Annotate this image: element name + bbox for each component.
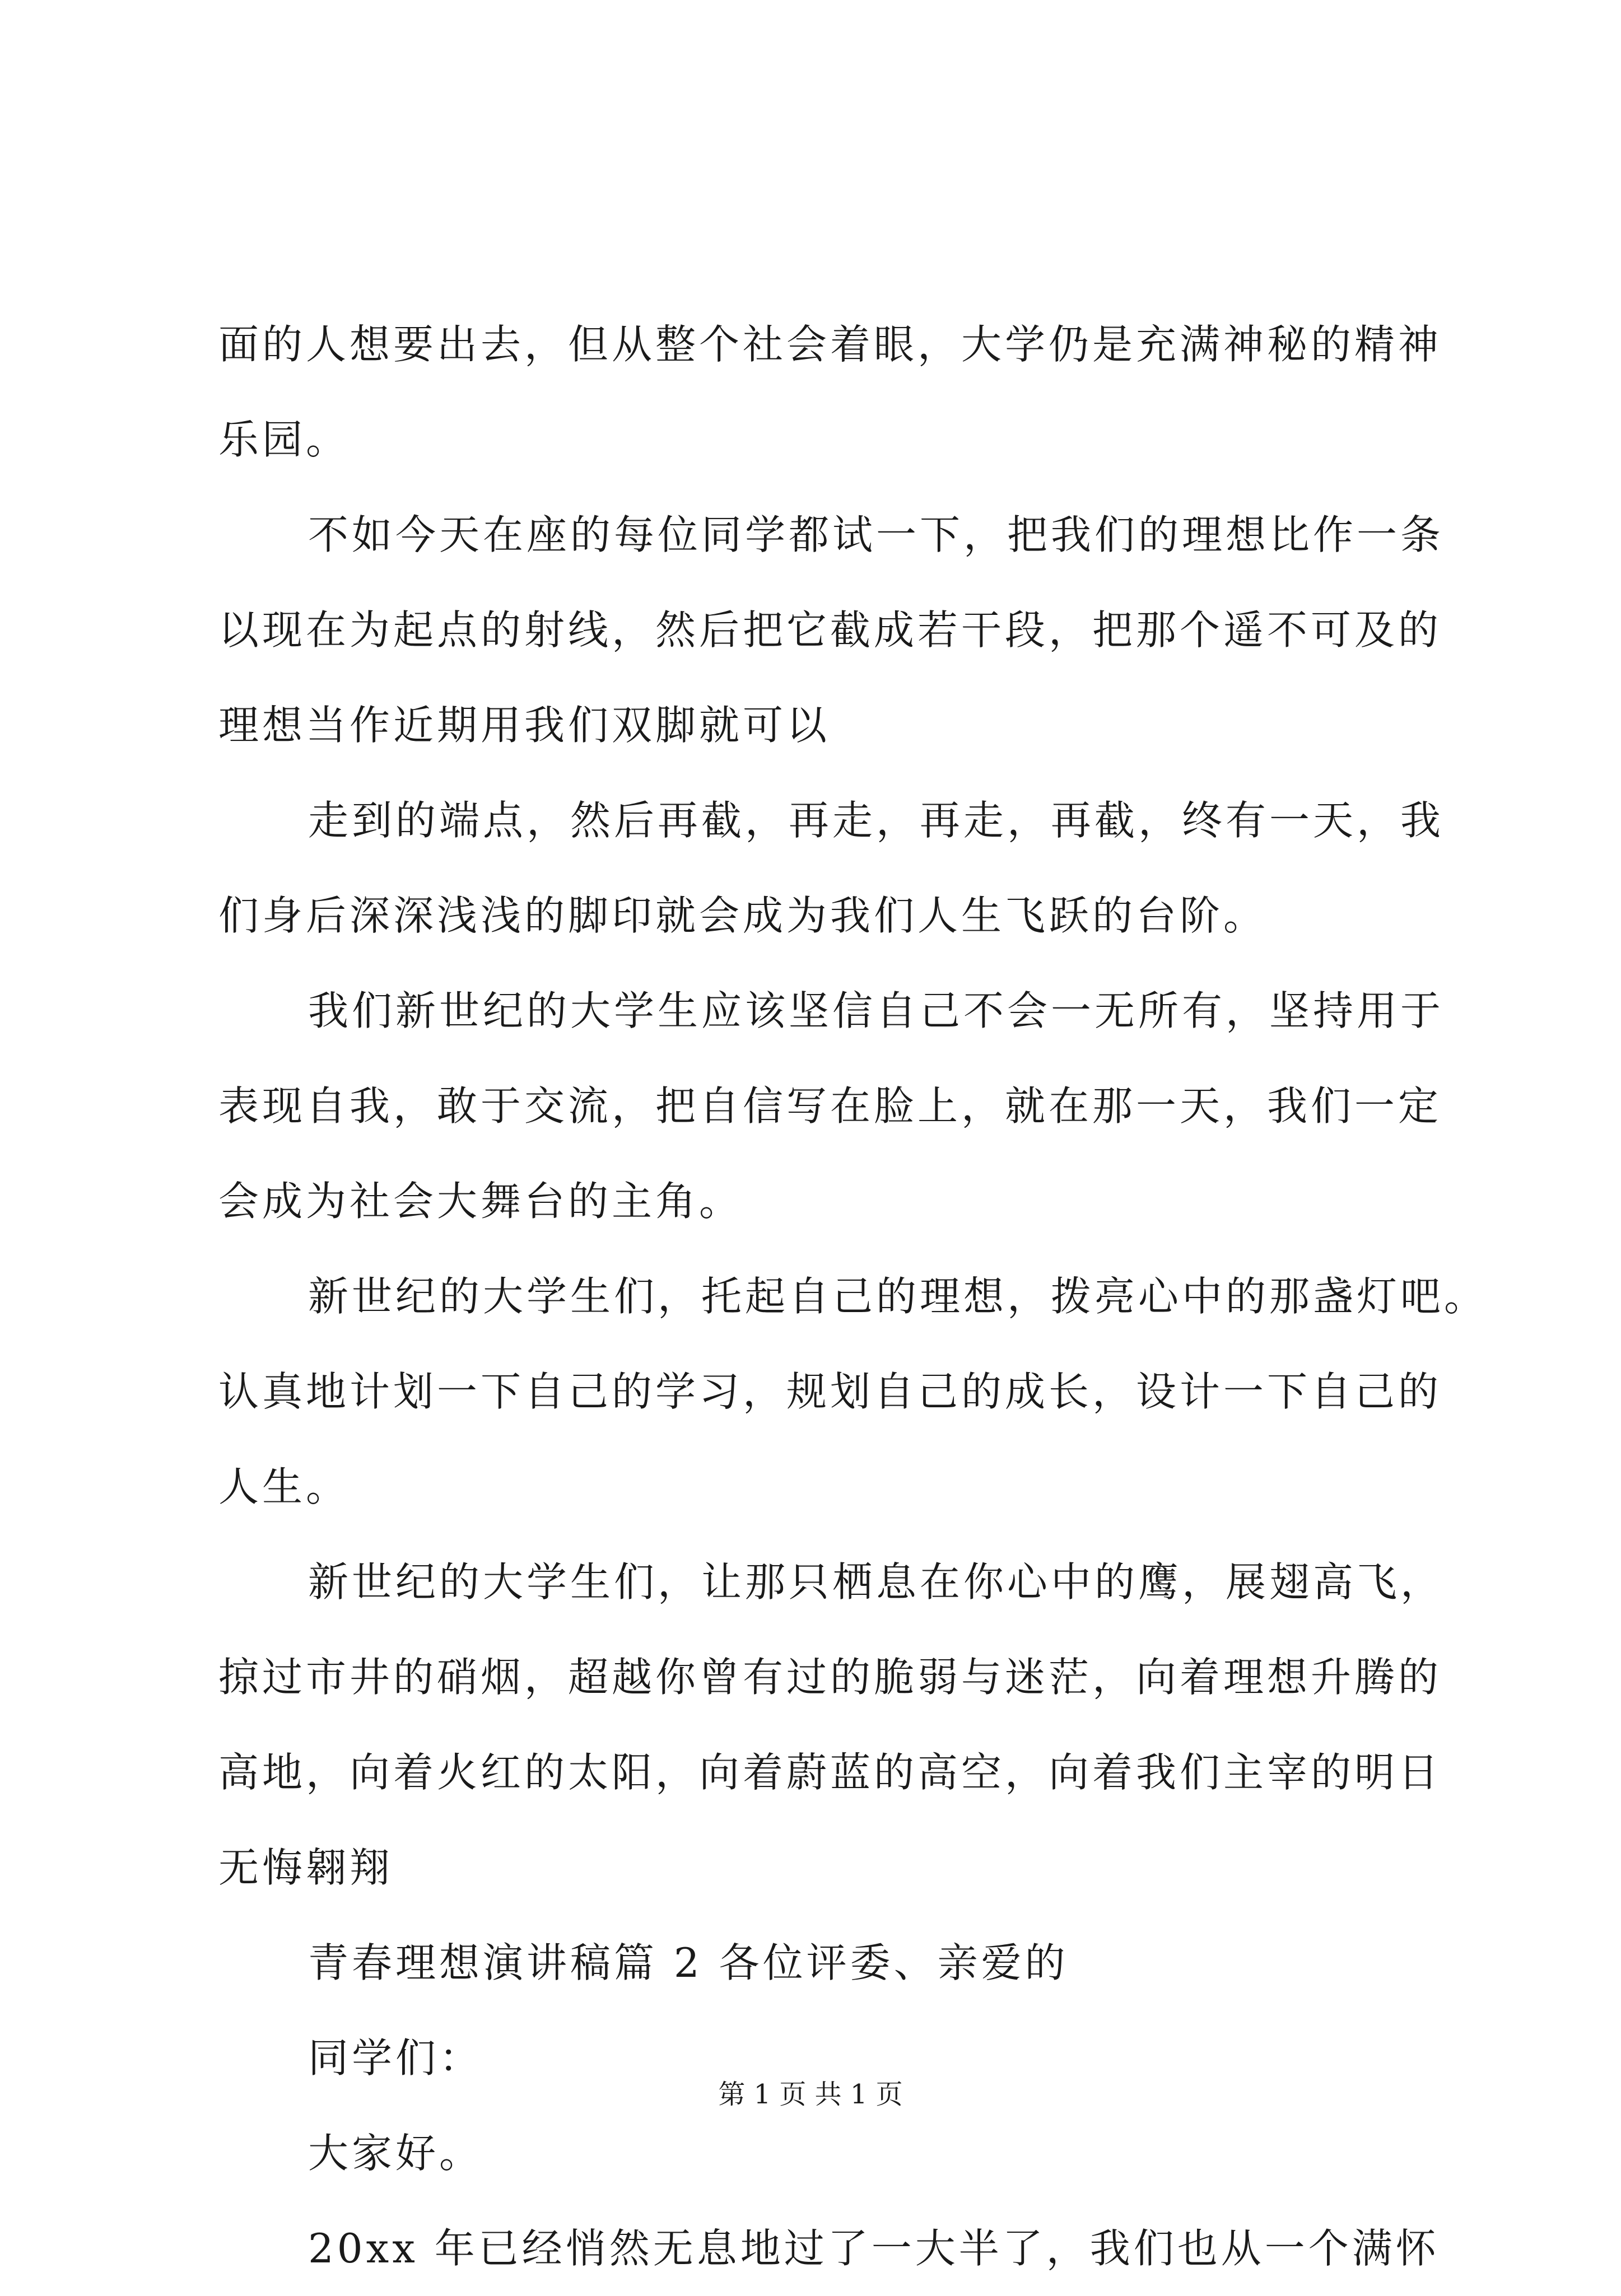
text-line: 理想当作近期用我们双脚就可以 [218, 702, 831, 749]
text-line: 会成为社会大舞台的主角。 [218, 1178, 743, 1225]
text-line: 新世纪的大学生们，让那只栖息在你心中的鹰，展翅高飞， [308, 1558, 1445, 1606]
text-line: 无悔翱翔 [218, 1844, 394, 1891]
text-line: 新世纪的大学生们，托起自己的理想，拨亮心中的那盏灯吧。 [308, 1273, 1488, 1320]
text-line: 人生。 [218, 1463, 350, 1510]
text-line: 不如今天在座的每位同学都试一下，把我们的理想比作一条 [308, 511, 1445, 558]
text-line: 乐园。 [218, 416, 350, 463]
text-line: 表现自我，敢于交流，把自信写在脸上，就在那一天，我们一定 [218, 1082, 1442, 1130]
text-line: 们身后深深浅浅的脚印就会成为我们人生飞跃的台阶。 [218, 892, 1268, 939]
text-line: 走到的端点，然后再截，再走，再走，再截，终有一天，我 [308, 797, 1445, 844]
text-line: 同学们： [308, 2034, 483, 2082]
page-number-label: 第 1 页 共 1 页 [718, 2079, 903, 2110]
text-line: 面的人想要出去，但从整个社会着眼，大学仍是充满神秘的精神 [218, 321, 1442, 368]
text-line: 高地，向着火红的太阳，向着蔚蓝的高空，向着我们主宰的明日 [218, 1749, 1442, 1796]
document-body [218, 297, 1488, 2296]
page-footer [0, 2078, 1621, 2111]
text-line: 20xx 年已经悄然无息地过了一大半了，我们也从一个满怀 [308, 2225, 1440, 2272]
text-line: 大家好。 [308, 2130, 483, 2177]
text-line: 青春理想演讲稿篇 2 各位评委、亲爱的 [308, 1939, 1069, 1986]
text-line: 掠过市井的硝烟，超越你曾有过的脆弱与迷茫，向着理想升腾的 [218, 1654, 1442, 1701]
text-line: 我们新世纪的大学生应该坚信自己不会一无所有，坚持用于 [308, 987, 1445, 1034]
text-line: 认真地计划一下自己的学习，规划自己的成长，设计一下自己的 [218, 1368, 1442, 1415]
text-line: 以现在为起点的射线，然后把它截成若干段，把那个遥不可及的 [218, 606, 1442, 654]
